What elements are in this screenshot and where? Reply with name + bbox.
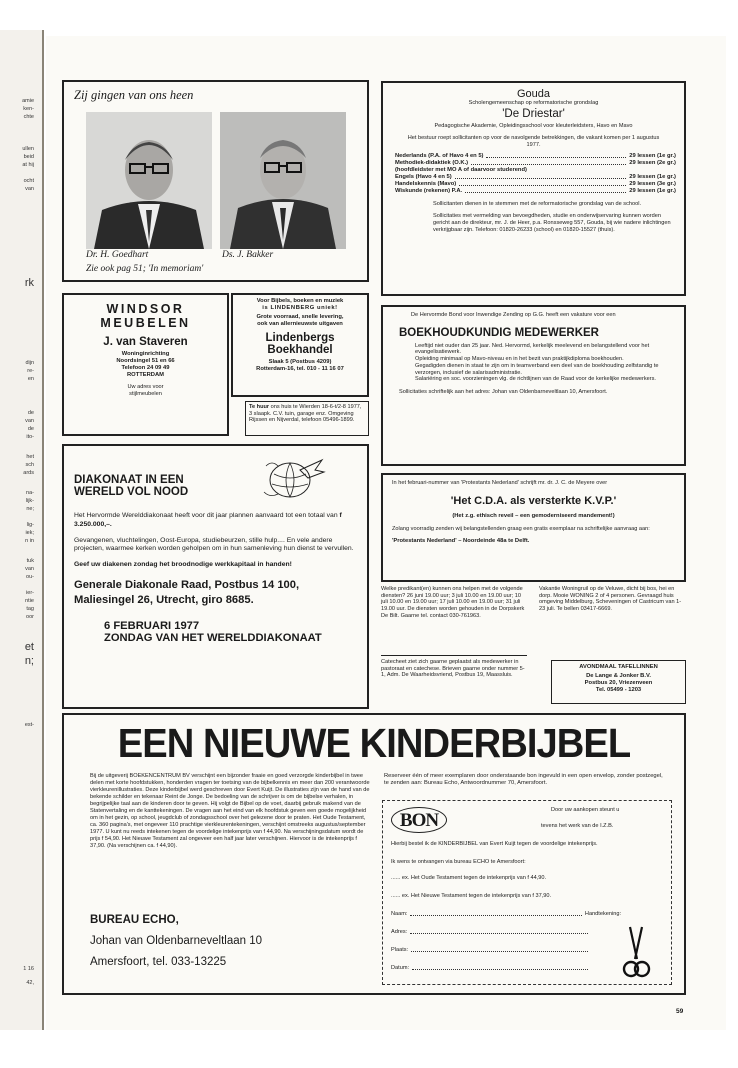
- bond-vacancy-box: [381, 305, 686, 466]
- caption-goedhart: Dr. H. Goedhart: [86, 250, 149, 260]
- avondmaal-title: AVONDMAAL TAFELLINNEN: [579, 664, 658, 670]
- margin-fragment: est-: [24, 722, 34, 728]
- margin-fragment: amie: [22, 98, 34, 104]
- windsor-f2: stijlmeubelen: [129, 390, 162, 397]
- gouda-vacancy-list: [395, 153, 676, 195]
- gouda-vacancy-row: [395, 181, 676, 188]
- gouda-school: 'De Driestar': [502, 107, 565, 120]
- kinderbijbel-left-text: Bij de uitgeverij BOEKENCENTRUM BV verschijnt een bijzonder fraaie en goed verzorgde kinderbijbel in twee delen met korte hoofdstukken, honderden vragen ter toetsing van de bijbelkennis en meer dan 200 verantwoorde vierkleurenillustraties. Deze kinderbijbel werd geschreven door Evert Kuijt. De illustraties zijn van de hand van de bekende schilder en tekenaar Reint de Jonge. De bedoeling van de schrijver is om de bijbelse verhalen, in begrijpelijke taal aan de kinderen door te geven. Hij volgt de Bijbel op de voet, daarbij gebruik makend van de Statenvertaling en de kanttekeningen. De vragen aan het eind van elk hoofdstuk geven een goede mogelijkheid om in het gezin, op school, jeugdclub of zondagsschool over het gelezene door te praten. Het Oude Testament, ca. 360 pagina's, met ongeveer 110 prachtige vierkleurentekeningen, verschijnt omstreeks augustus/september 1977. U kunt nu reeds intekenen tegen de voordelige intekenprijs van f 44,90. Na verschijningsdatum wordt de prijs f 54,90. Het Nieuwe Testament zal ongeveer een half jaar later verschijnen. Hiervoor is de intekenprijs f 37,90. (Na verschijnen ca. f 44,90).: [90, 773, 370, 850]
- margin-fragment: de: [27, 426, 34, 432]
- gouda-vacancy-subject: Wiskunde (rekenen) P.A.: [395, 187, 463, 194]
- windsor-a2: Noordsingel 51 en 66: [116, 357, 175, 364]
- diakonaat-t1: DIAKONAAT IN EEN: [74, 474, 184, 486]
- bond-p4: Salariëring en soc. voorzieningen vlg. de richtlijnen van de Raad voor de kerkelijke medewerkers.: [415, 376, 656, 383]
- leader-dots: [486, 153, 626, 158]
- order-coupon: [382, 800, 672, 985]
- leader-dots: [459, 181, 626, 186]
- margin-fragment: tag: [26, 606, 34, 612]
- photo-bakker: [220, 112, 346, 249]
- margin-fragment: n in: [25, 538, 34, 544]
- bon-support-2: tevens het werk van de I.Z.B.: [541, 823, 614, 829]
- predikant-ad: Welke predikant(en) kunnen ons helpen met de volgende diensten? 26 juni 19.00 uur; 3 juli 10.00 en 19.00 uur; 10 juli 10.00 en 19.00 uur; 17 juli 10.00 en 19.00 uur; 31 juli 19.00 uur. De diensten worden gehouden in de Dorpskerk De Bilt. Gaarne tel. contact 030-761963.: [381, 586, 525, 619]
- bon-nt-line[interactable]: ...... ex. Het Nieuwe Testament tegen de intekenprijs van f 37,90.: [391, 893, 552, 899]
- diakonaat-address: Generale Diakonale Raad, Postbus 14 100, Maliesingel 26, Utrecht, giro 8685.: [74, 579, 300, 606]
- windsor-name: J. van Staveren: [103, 336, 188, 348]
- gouda-vacancy-subject: Nederlands (P.A. of Havo 4 en 5): [395, 152, 484, 159]
- lindenberg-l3: Grote voorraad, snelle levering,: [256, 313, 344, 320]
- bon-logo: BON: [391, 807, 447, 833]
- gouda-vacancy-lessons: 29 lessen (1e gr.): [629, 187, 676, 194]
- cda-ad: [381, 473, 686, 582]
- scissors-icon: [619, 925, 653, 981]
- margin-fragment: ocht: [23, 178, 34, 184]
- cda-title: 'Het C.D.A. als versterkte K.V.P.': [450, 494, 617, 507]
- bond-p2: Opleiding minimaal op Mavo-niveau en in het bezit van praktijkdiploma boekhouden.: [415, 356, 624, 363]
- gouda-p1: Sollicitanten dienen in te stemmen met de reformatorische grondslag van de school.: [433, 200, 642, 207]
- bon-adres-field[interactable]: [410, 929, 588, 934]
- margin-fragment: re-: [27, 368, 34, 374]
- margin-fragment: lijk-: [25, 498, 34, 504]
- bon-order-1: Hierbij bestel ik de KINDERBIJBEL van Evert Kuijt tegen de voordelige intekenprijs.: [391, 841, 598, 847]
- diakonaat-p3: Geef uw diakenen zondag het broodnodige werkkapitaal in handen!: [74, 561, 292, 569]
- bon-order-2: Ik wens te ontvangen via bureau ECHO te Amersfoort:: [391, 859, 526, 865]
- bon-plaats-row[interactable]: [391, 947, 591, 954]
- windsor-a1: Woninginrichting: [121, 351, 170, 357]
- diakonaat-sunday: ZONDAG VAN HET WERELDDIAKONAAT: [104, 631, 322, 644]
- cda-p1: In het februari-nummer van 'Protestants Nederland' schrijft mr. dr. J. C. de Meyere over: [392, 480, 608, 486]
- margin-fragment: 42,: [26, 980, 34, 986]
- diakonaat-t2: WERELD VOL NOOD: [74, 486, 189, 498]
- windsor-f1: Uw adres voor: [127, 383, 164, 390]
- gouda-vacancy-subject: Handelskennis (Mavo): [395, 180, 457, 187]
- cda-addr: 'Protestants Nederland' – Noordeinde 48a te Delft.: [392, 538, 530, 545]
- bon-handtekening-label: Handtekening:: [584, 911, 621, 917]
- margin-fragment: ou-: [26, 574, 34, 580]
- gouda-vacancy-subject: Engels (Havo 4 en 5): [395, 173, 452, 180]
- gouda-vacancy-row: [395, 188, 676, 195]
- bon-adres-row[interactable]: [391, 929, 591, 936]
- gouda-vacancy-subject: Methodiek-didaktiek (O.K.): [395, 159, 469, 166]
- gouda-vacancy-row: [395, 160, 676, 167]
- margin-fragment: rk: [24, 277, 34, 289]
- gouda-city: Gouda: [516, 88, 551, 100]
- windsor-a3: Telefoon 24 09 49: [121, 364, 170, 371]
- gouda-vacancy-lessons: 29 lessen (3e gr.): [629, 180, 676, 187]
- bureau-echo: BUREAU ECHO,: [90, 914, 179, 926]
- lindenberg-a2: Rotterdam-16, tel. 010 - 11 16 07: [256, 365, 344, 372]
- portrait-goedhart: [86, 112, 212, 249]
- windsor-a4: ROTTERDAM: [126, 371, 165, 378]
- margin-fragment: van: [25, 186, 34, 192]
- gouda-vacancy-lessons: 29 lessen (1e gr.): [629, 173, 676, 180]
- margin-fragment: ne;: [26, 506, 34, 512]
- leader-dots: [465, 188, 626, 193]
- gouda-vacancy-row: [395, 167, 676, 174]
- margin-fragment: en: [27, 376, 34, 382]
- page-number: 59: [676, 1008, 684, 1015]
- kinderbijbel-headline: EEN NIEUWE KINDERBIJBEL: [117, 720, 631, 766]
- gouda-vacancy-row: [395, 174, 676, 181]
- gouda-subtitle: Scholengemeenschap op reformatorische grondslag: [468, 100, 599, 106]
- memoriam-box: [62, 80, 369, 282]
- margin-fragment: ier-: [26, 590, 34, 596]
- classified-divider: [381, 655, 527, 656]
- bon-datum-field[interactable]: [412, 965, 588, 970]
- gouda-p2: Sollicitaties met vermelding van bevoegdheden, studie en onderwijservaring kunnen worden gericht aan de direkteur, mr. J. de Heer, p.a. Ronsseweg 557, Gouda, bij wie nadere inlichtingen verkrijgbaar zijn. Telefoon: 01820-26233 (school) en 01820-15527 (thuis).: [433, 213, 671, 233]
- bond-intro: De Hervormde Bond voor Inwendige Zending op G.G. heeft een vakature voor een: [411, 312, 616, 318]
- bon-naam-field[interactable]: [410, 911, 581, 916]
- margin-fragment: chte: [23, 114, 34, 120]
- bon-plaats-field[interactable]: [411, 947, 588, 952]
- catecheet-ad: Catecheet ziet zich gaarne geplaatst als medewerker in pastoraat en catechese. Brieven gaarne onder nummer 5-1, Adm. De Waarheidsvriend, Postbus 19, Maassluis.: [381, 659, 525, 679]
- left-margin-fragments: [0, 0, 44, 1000]
- margin-fragment: at hij: [22, 162, 34, 168]
- gouda-schools-line: Pedagogische Akademie, Opleidingsschool voor kleuterleidsters, Havo en Mavo: [434, 122, 633, 129]
- portrait-bakker: [220, 112, 346, 249]
- margin-fragment: n;: [24, 655, 34, 667]
- margin-fragment: lig-: [26, 522, 34, 528]
- bond-p5: Sollicitaties schriftelijk aan het adres: Johan van Oldenbarneveltlaan 10, Amersfoort.: [399, 388, 608, 395]
- gouda-vacancy-lessons: 29 lessen (2e gr.): [629, 159, 676, 166]
- te-huur-ad: [245, 401, 369, 436]
- margin-fragment: dijn: [25, 360, 34, 366]
- lindenberg-l4: ook van allernieuwste uitgaven: [257, 320, 343, 327]
- cda-p2: Zolang voorradig zenden wij belangstellenden graag een gratis exemplaar na schriftelijke aanvraag aan:: [392, 525, 650, 532]
- bond-p3: Gegadigden dienen in staat te zijn om in teamverband een deel van de boekhouding zelfstandig te verzorgen, inclusief de salarisadministratie.: [415, 362, 659, 376]
- margin-fragment: tuk: [26, 558, 34, 564]
- photo-goedhart: [86, 112, 212, 249]
- margin-fragment: ito-: [26, 434, 34, 440]
- memoriam-note: Zie ook pag 51; 'In memoriam': [86, 264, 204, 274]
- margin-fragment: het: [26, 454, 34, 460]
- lindenberg-name2: Boekhandel: [267, 343, 333, 356]
- memoriam-title: Zij gingen van ons heen: [74, 88, 194, 102]
- diakonaat-ad: [62, 444, 369, 709]
- margin-fragment: oor: [26, 614, 34, 620]
- diakonaat-p1: Het Hervormde Werelddiakonaat heeft voor dit jaar plannen aanvaard tot een totaal van f 3.250.000,–.: [74, 512, 342, 528]
- lindenberg-l1: Voor Bijbels, boeken en muziek: [256, 298, 344, 304]
- lindenberg-a1: Slaak 5 (Postbus 4209): [268, 358, 332, 365]
- windsor-ad: [62, 293, 229, 436]
- kinderbijbel-ad: [62, 713, 686, 995]
- avondmaal-ad: [551, 660, 686, 704]
- gouda-vacancy-lessons: 29 lessen (1e gr.): [629, 152, 676, 159]
- diakonaat-date: 6 FEBRUARI 1977: [104, 619, 200, 632]
- bond-title: BOEKHOUDKUNDIG MEDEWERKER: [399, 326, 599, 339]
- dove-globe-icon: [260, 456, 326, 502]
- margin-fragment: iek;: [25, 530, 34, 536]
- bureau-street: Johan van Oldenbarneveltlaan 10: [90, 935, 262, 947]
- caption-bakker: Ds. J. Bakker: [222, 250, 274, 260]
- margin-fragment: van: [25, 418, 34, 424]
- margin-fragment: van: [25, 566, 34, 572]
- lindenberg-name1: Lindenbergs: [265, 331, 335, 344]
- bon-naam-label: Naam:: [391, 911, 408, 917]
- gouda-vacancy-subject: (hoofdleidster met MO A of daarvoor studerend): [395, 166, 527, 173]
- cda-sub: (Het z.g. ethisch reveil – een gemoderniseerd mandement!): [452, 512, 615, 519]
- bon-ot-line[interactable]: ...... ex. Het Oude Testament tegen de intekenprijs van f 44,90.: [391, 875, 547, 881]
- kinderbijbel-right-text: Reserveer één of meer exemplaren door onderstaande bon ingevuld in een open envelop, zonder postzegel, te zenden aan: Bureau Echo, Antwoordnummer 70, Amersfoort.: [384, 773, 663, 787]
- margin-fragment: ntie: [25, 598, 34, 604]
- leader-dots: [455, 174, 627, 179]
- diakonaat-p2: Gevangenen, vluchtelingen, Oost-Europa, studiebeurzen, stille hulp.... En vele andere projecten, waarmee kerken worden geholpen om in hun samenleving hun dienst te vervullen.: [74, 536, 354, 553]
- windsor-l2: MEUBELEN: [100, 316, 191, 330]
- margin-fragment: ken-: [23, 106, 34, 112]
- vakantie-ad: Vakantie Woningruil op de Veluwe, dicht bij bos, hei en dorp. Mooie WONING 2 of 4 personen. Gevraagd huis omgeving Middelburg, Scheveningen of Castricum van 1-23 juli. Te bellen 03417-6669.: [539, 586, 682, 613]
- margin-fragment: 1 16: [23, 966, 34, 972]
- margin-fragment: sch: [25, 462, 34, 468]
- avondmaal-l1: De Lange & Jonker B.V.: [586, 672, 651, 679]
- margin-fragment: ullen: [22, 146, 34, 152]
- lindenberg-ad: [231, 293, 369, 397]
- bon-plaats-label: Plaats:: [391, 947, 409, 953]
- avondmaal-l3: Tel. 05499 - 1203: [595, 686, 642, 693]
- lindenberg-l2: is LINDENBERG uniek!: [262, 304, 338, 311]
- margin-fragment: de: [27, 410, 34, 416]
- bon-adres-label: Adres:: [391, 929, 408, 935]
- te-huur-text: Te huur ons huis te Wierden 18-6-t/2-8 1977, 3 slaapk. C.V. tuin, garage enz. Omgeving Rijssen en Nijverdal, telefoon 05496-1899.: [249, 404, 362, 424]
- margin-fragment: et: [24, 641, 34, 653]
- bon-datum-row[interactable]: [391, 965, 591, 972]
- windsor-l1: WINDSOR: [106, 302, 185, 316]
- gouda-intro: Het bestuur roept sollicitanten op voor de navolgende betrekkingen, die vakant komen per 1 augustus 1977.: [407, 135, 660, 149]
- bon-support-1: Door uw aankopen steunt u: [551, 807, 620, 813]
- bon-datum-label: Datum:: [391, 965, 410, 971]
- margin-fragment: ards: [23, 470, 34, 476]
- gouda-vacancy-row: [395, 153, 676, 160]
- margin-fragment: beid: [23, 154, 34, 160]
- gouda-driestar-box: [381, 81, 686, 296]
- bon-naam-row[interactable]: [391, 911, 651, 918]
- margin-fragment: na-: [26, 490, 34, 496]
- bureau-city: Amersfoort, tel. 033-13225: [90, 956, 227, 968]
- bond-p1: Leeftijd niet ouder dan 25 jaar. Ned. Hervormd, kerkelijk meelevend en belangstellend voor het evangelisatiewerk.: [415, 342, 650, 356]
- avondmaal-l2: Postbus 20, Vriezenveen: [584, 679, 653, 686]
- leader-dots: [471, 160, 626, 165]
